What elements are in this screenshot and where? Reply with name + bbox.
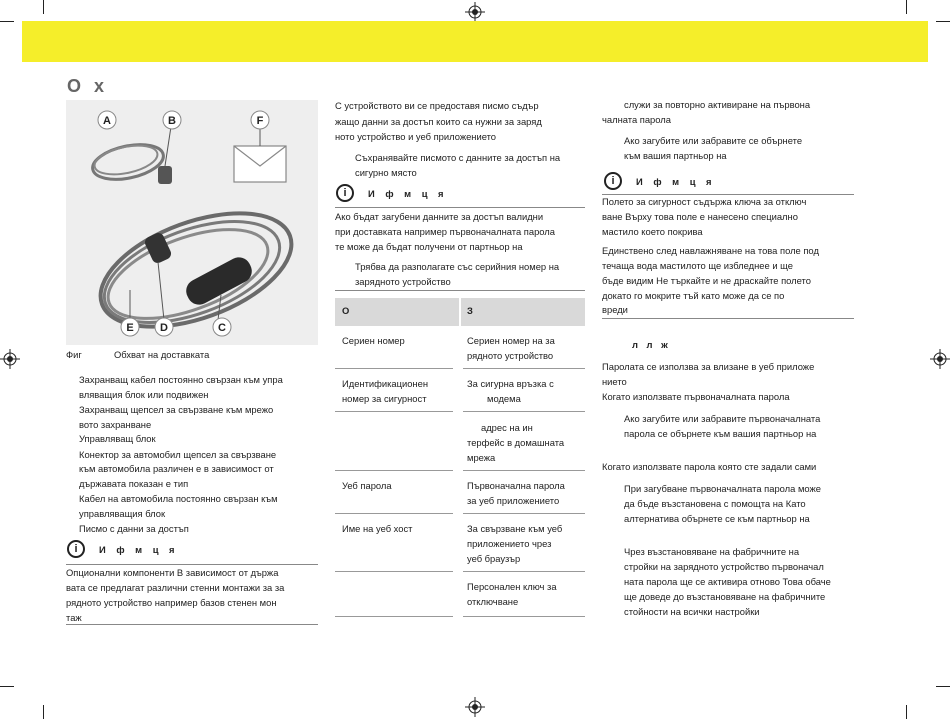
list-item: Конектор за автомобил щепсел за свързване: [79, 449, 277, 460]
figure-label-d: D: [160, 322, 168, 334]
info-title: И ф м ц я: [99, 543, 179, 555]
table-row-divider: [463, 470, 585, 471]
crop-mark: [0, 21, 14, 22]
table-cell: рядното устройство: [467, 350, 554, 361]
table-header-col2: З: [467, 305, 473, 316]
list-item: Писмо с данни за достъп: [79, 523, 189, 534]
table-row-divider: [463, 616, 585, 617]
figure-label-c: C: [218, 322, 226, 334]
intro-text: С устройството ви се предоставя писмо съдър: [335, 100, 539, 111]
info-text: ване Върху това поле е нанесено специално: [602, 211, 798, 222]
info-title: И ф м ц я: [368, 187, 448, 199]
tip-text: стройки на зарядното устройство първоначал: [624, 561, 824, 572]
table-row-divider: [463, 571, 585, 572]
table-cell: Сериен номер: [342, 335, 405, 346]
tip-text: Ако загубите или забравите се обърнете: [624, 135, 803, 146]
table-row-divider: [335, 616, 453, 617]
table-cell: Име на уеб хост: [342, 523, 413, 534]
table-row-divider: [335, 368, 453, 369]
list-item: към автомобила различен е в зависимост от: [79, 463, 274, 474]
registration-mark-icon: [465, 697, 485, 717]
info-text: Ако бъдат загубени данните за достъп валидни: [335, 211, 544, 222]
info-icon: i: [604, 172, 622, 190]
info-title: И ф м ц я: [636, 175, 716, 187]
info-heading: [67, 540, 179, 558]
tip-text: към вашия партньор на: [624, 150, 727, 161]
tip-text: Чрез възстановяване на фабричните на: [624, 546, 800, 557]
crop-mark: [936, 21, 950, 22]
info-icon: i: [67, 540, 85, 558]
tip-text: Ако загубите или забравите първоначалната: [624, 413, 821, 424]
crop-mark: [906, 0, 907, 14]
tip-text: сигурно място: [355, 167, 417, 178]
table-cell: Първоначална парола: [467, 480, 565, 491]
table-cell: За свързване към уеб: [467, 523, 563, 534]
table-cell: отключване: [467, 596, 519, 607]
figure-label-e: E: [126, 322, 134, 334]
table-row-divider: [335, 470, 453, 471]
table-cell: Персонален ключ за: [467, 581, 557, 592]
info-text: докато го мокрите тъй като може да се по: [602, 290, 785, 301]
figure-caption-prefix: Фиг: [66, 349, 82, 360]
table-cell: терфейс в домашната: [467, 437, 565, 448]
delivery-scope-figure: [66, 100, 318, 345]
divider: [335, 290, 585, 291]
table-cell: Сериен номер на за: [467, 335, 555, 346]
list-item: Захранващ кабел постоянно свързан към упра: [79, 374, 283, 385]
info-text: Полето за сигурност съдържа ключа за отключ: [602, 196, 807, 207]
list-item: Управляващ блок: [79, 433, 156, 444]
table-cell: Идентификационен: [342, 378, 428, 389]
intro-text: жащо данни за достъп които са нужни за заряд: [335, 116, 542, 127]
table-cell: приложението чрез: [467, 538, 552, 549]
page-title: О х: [67, 76, 109, 96]
table-cell: За сигурна връзка с: [467, 378, 554, 389]
info-heading: [336, 184, 448, 202]
crop-mark: [43, 705, 44, 719]
crop-mark: [906, 705, 907, 719]
table-row-divider: [335, 411, 453, 412]
section-text: нието: [602, 376, 627, 387]
divider: [66, 624, 318, 625]
header-bar: [22, 21, 928, 62]
list-item: Захранващ щепсел за свързване към мрежо: [79, 404, 274, 415]
info-text: вреди: [602, 304, 628, 315]
registration-mark-icon: [930, 349, 950, 369]
table-cell: адрес на ин: [481, 422, 533, 433]
list-item: вото захранване: [79, 419, 152, 430]
info-text: Единствено след навлажняване на това поле под: [602, 245, 819, 256]
table-row-divider: [463, 411, 585, 412]
table-cell: Уеб парола: [342, 480, 392, 491]
info-text: бъде видим Не търкайте и не драскайте полето: [602, 275, 811, 286]
info-tip: Трябва да разполагате със серийния номер на: [355, 261, 560, 272]
figure-label-f: F: [256, 115, 264, 127]
intro-text: служи за повторно активиране на първона: [624, 99, 811, 110]
section-title: л л ж: [632, 339, 671, 350]
table-cell: уеб браузър: [467, 553, 521, 564]
table-row-divider: [463, 368, 585, 369]
table-cell: мрежа: [467, 452, 496, 463]
figure-label-a: A: [103, 115, 111, 127]
registration-mark-icon: [465, 2, 485, 22]
table-cell: за уеб приложението: [467, 495, 560, 506]
crop-mark: [936, 686, 950, 687]
info-text: таж: [66, 612, 82, 623]
divider: [602, 318, 854, 319]
table-cell: модема: [487, 393, 521, 404]
charger-cable-illustration: [66, 100, 318, 345]
tip-text: ната парола ще се активира отново Това обаче: [624, 576, 831, 587]
info-text: рядното устройство например базов стенен мон: [66, 597, 277, 608]
list-item: държавата показан е тип: [79, 478, 189, 489]
info-text: при доставката например първоначалната парола: [335, 226, 555, 237]
tip-text: При загубване първоначалната парола може: [624, 483, 821, 494]
table-row-divider: [463, 513, 585, 514]
figure-label-b: B: [168, 115, 176, 127]
info-tip: зарядното устройство: [355, 276, 451, 287]
table-header-col1: О: [342, 305, 350, 316]
info-text: вата се предлагат различни стенни монтажи за за: [66, 582, 285, 593]
tip-text: Съхранявайте писмото с данните за достъп на: [355, 152, 561, 163]
info-icon: i: [336, 184, 354, 202]
list-item: Кабел на автомобила постоянно свързан към: [79, 493, 278, 504]
table-cell: номер за сигурност: [342, 393, 427, 404]
table-row-divider: [335, 571, 453, 572]
info-heading: [604, 172, 716, 190]
section-text: Когато използвате първоначалната парола: [602, 391, 790, 402]
tip-text: стойности на всички настройки: [624, 606, 760, 617]
list-item: управляващия блок: [79, 508, 166, 519]
figure-caption: Обхват на доставката: [114, 349, 210, 360]
intro-text: ното устройство и уеб приложението: [335, 131, 497, 142]
tip-text: ще доведе до възстановяване на фабричните: [624, 591, 826, 602]
info-text: течаща вода мастилото ще избледнее и ще: [602, 260, 793, 271]
divider: [335, 207, 585, 208]
info-text: мастило което покрива: [602, 226, 703, 237]
table-header: [335, 298, 585, 326]
tip-text: алтернатива обърнете се към партньор на: [624, 513, 810, 524]
crop-mark: [0, 686, 14, 687]
info-text: Опционални компоненти В зависимост от държа: [66, 567, 279, 578]
tip-text: да бъде възстановена с помощта на Като: [624, 498, 806, 509]
registration-mark-icon: [0, 349, 20, 369]
intro-text: чалната парола: [602, 114, 671, 125]
tip-text: парола се обърнете към вашия партньор на: [624, 428, 817, 439]
section-text: Когато използвате парола която сте задали сами: [602, 461, 817, 472]
table-row-divider: [335, 513, 453, 514]
info-text: те може да бъдат получени от партньор на: [335, 241, 523, 252]
section-text: Паролата се използва за влизане в уеб приложе: [602, 361, 815, 372]
crop-mark: [43, 0, 44, 14]
list-item: вляващия блок или подвижен: [79, 389, 209, 400]
